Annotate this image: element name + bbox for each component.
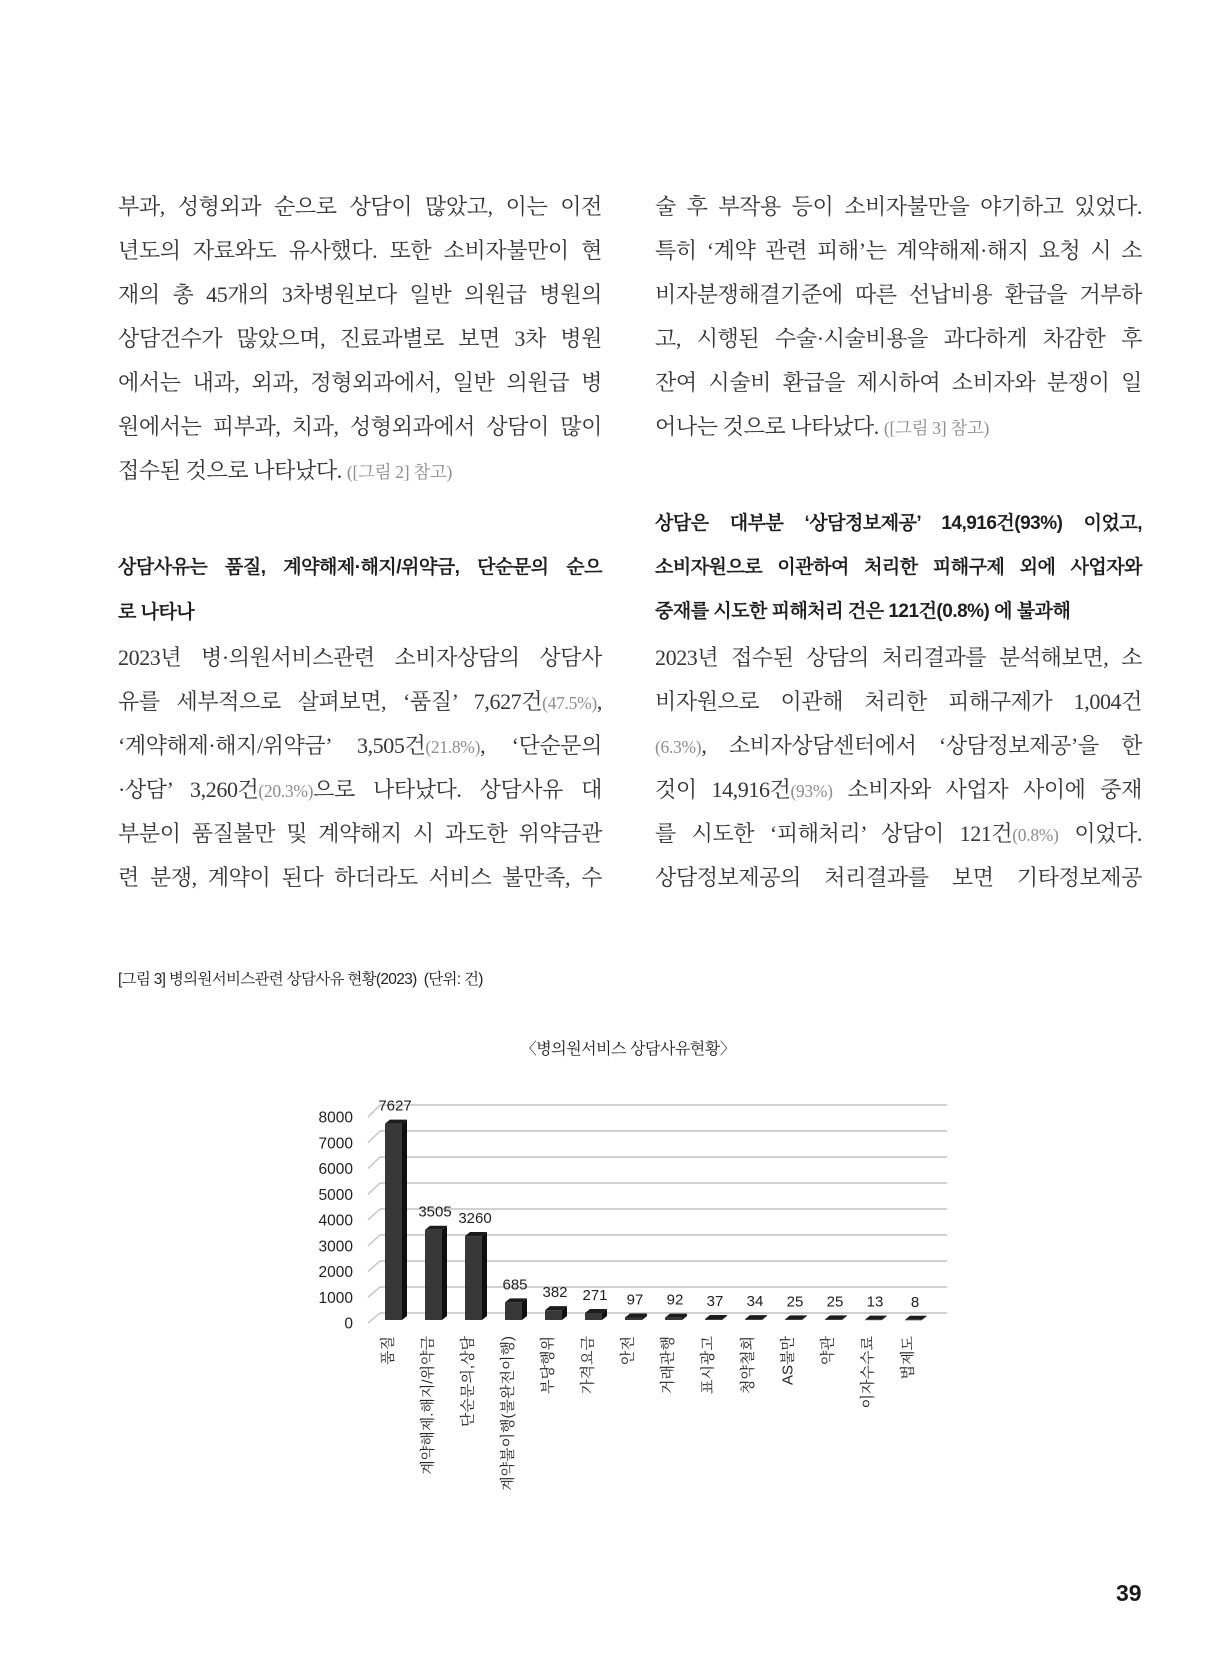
gridline-depth xyxy=(368,1287,380,1297)
text-line xyxy=(655,636,1142,680)
bar-top xyxy=(865,1316,887,1320)
category-label: 이자수수료 xyxy=(859,1336,877,1409)
text-line xyxy=(655,680,1142,724)
text-segment: ‘계약해제·해지/위약금’ 3,505건 xyxy=(118,733,426,758)
text-segment: 련 분쟁, 계약이 된다 하더라도 서비스 불만족, 수 xyxy=(118,865,602,890)
bar-front xyxy=(585,1313,602,1320)
bar-front xyxy=(785,1319,802,1320)
text-segment: 비자원으로 이관해 처리한 피해구제가 1,004건 xyxy=(655,689,1142,714)
text-line xyxy=(118,812,602,856)
bar-value-label: 3260 xyxy=(458,1210,492,1228)
bar xyxy=(545,1306,567,1320)
bar xyxy=(865,1316,887,1321)
category-label: 부당행위 xyxy=(539,1336,557,1394)
category-label: 약관 xyxy=(819,1336,837,1365)
text-line xyxy=(118,449,602,493)
percentage-note: (47.5%) xyxy=(542,693,597,713)
bar-top xyxy=(825,1315,847,1319)
text-segment: , xyxy=(596,689,602,714)
text-segment: 에서는 내과, 외과, 정형외과에서, 일반 의원급 병 xyxy=(118,370,602,395)
category-label: 안전 xyxy=(619,1336,637,1365)
text-segment: , ‘단순문의 xyxy=(480,733,602,758)
bar xyxy=(425,1226,447,1320)
text-line xyxy=(655,405,1142,449)
chart-title: 〈병의원서비스 상담사유현황〉 xyxy=(520,1041,736,1058)
text-line xyxy=(118,229,602,273)
gridline-depth xyxy=(368,1131,380,1143)
text-line xyxy=(655,812,1142,856)
text-line xyxy=(118,856,602,900)
section-heading-consultation-reasons xyxy=(118,545,602,635)
percentage-note: (20.3%) xyxy=(258,781,314,801)
text-line xyxy=(118,273,602,317)
text-segment: 이었다. xyxy=(1058,821,1142,846)
percentage-note: (6.3%) xyxy=(655,737,702,757)
bar-value-label: 97 xyxy=(626,1291,644,1309)
bar-value-label: 13 xyxy=(866,1293,884,1311)
paragraph-hospital-departments xyxy=(118,185,602,493)
text-line xyxy=(118,724,602,768)
bar-value-label: 92 xyxy=(666,1291,684,1309)
text-line xyxy=(655,361,1142,405)
bar-front xyxy=(745,1319,762,1320)
category-label: 청약철회 xyxy=(739,1336,757,1394)
text-segment: 부분이 품질불만 및 계약해지 시 과도한 위약금관 xyxy=(118,821,602,846)
bar xyxy=(625,1314,647,1320)
y-axis-tick-label: 1000 xyxy=(318,1289,353,1307)
gridline-depth xyxy=(368,1157,380,1169)
bar-front xyxy=(425,1230,442,1320)
text-line xyxy=(118,768,602,812)
bar-top xyxy=(905,1316,927,1320)
bar-value-label: 685 xyxy=(502,1276,528,1294)
text-segment: 접수된 것으로 나타났다. xyxy=(118,458,347,483)
bar-side xyxy=(402,1120,407,1320)
bar-front xyxy=(505,1302,522,1320)
bar xyxy=(665,1314,687,1320)
gridline-depth xyxy=(368,1209,380,1220)
text-line xyxy=(655,229,1142,273)
category-label: 품질 xyxy=(379,1336,397,1365)
bar xyxy=(585,1309,607,1320)
text-segment: ·상담’ 3,260건 xyxy=(118,777,259,802)
chart-value-labels xyxy=(378,1098,919,1311)
bar-value-label: 37 xyxy=(706,1293,724,1311)
bar-front xyxy=(465,1236,482,1320)
text-segment: 유를 세부적으로 살펴보면, ‘품질’ 7,627건 xyxy=(118,689,543,714)
bar-value-label: 3505 xyxy=(418,1203,452,1221)
category-label: 계약해제.해지/위약금 xyxy=(419,1336,437,1475)
bar xyxy=(745,1315,767,1320)
text-line xyxy=(655,768,1142,812)
y-axis-tick-label: 3000 xyxy=(318,1238,353,1256)
text-segment: 특히 ‘계약 관련 피해’는 계약해제·해지 요청 시 소 xyxy=(655,238,1142,263)
category-label: 계약불이행(불완전이행) xyxy=(499,1336,517,1491)
text-line xyxy=(655,317,1142,361)
bar xyxy=(505,1298,527,1320)
heading-line: 상담사유는 품질, 계약해제·해지/위약금, 단순문의 순으 xyxy=(118,557,602,578)
bar-front xyxy=(665,1318,682,1320)
figure-reference: ([그림 2] 참고) xyxy=(346,462,453,482)
bar xyxy=(465,1232,487,1320)
figure-caption: [그림 3] 병의원서비스관련 상담사유 현황(2023) (단위: 건) xyxy=(118,971,483,988)
x-axis xyxy=(379,1335,917,1490)
paragraph-processing-results xyxy=(655,636,1142,900)
bar-front xyxy=(625,1318,642,1320)
category-label: 단순문의,상담 xyxy=(459,1336,477,1428)
bar-front xyxy=(905,1320,922,1321)
heading-line: 중재를 시도한 피해처리 건은 121건(0.8%) 에 불과해 xyxy=(655,601,1071,622)
figure-reference: ([그림 3] 참고) xyxy=(883,418,990,438)
bar-front xyxy=(865,1320,882,1321)
y-axis xyxy=(319,1110,354,1333)
bar-value-label: 7627 xyxy=(378,1097,412,1115)
category-label: 표시광고 xyxy=(699,1336,717,1394)
category-label: 법제도 xyxy=(899,1336,917,1380)
text-segment: 것이 14,916건 xyxy=(655,777,791,802)
text-segment: 2023년 병·의원서비스관련 소비자상담의 상담사 xyxy=(118,645,602,670)
text-line xyxy=(118,636,602,680)
bar xyxy=(905,1316,927,1321)
category-label: 가격요금 xyxy=(579,1336,597,1394)
text-line xyxy=(655,724,1142,768)
y-axis-tick-label: 8000 xyxy=(318,1109,353,1127)
text-line xyxy=(118,317,602,361)
y-axis-tick-label: 6000 xyxy=(318,1161,353,1178)
heading-line: 소비자원으로 이관하여 처리한 피해구제 외에 사업자와 xyxy=(655,557,1142,578)
text-segment: 술 후 부작용 등이 소비자불만을 야기하고 있었다. xyxy=(655,194,1142,219)
percentage-note: (93%) xyxy=(790,781,833,801)
page-number: 39 xyxy=(1116,1580,1142,1606)
heading-line: 로 나타나 xyxy=(118,602,195,623)
paragraph-consultation-reasons xyxy=(118,636,602,900)
bar-front xyxy=(825,1319,842,1320)
text-segment: 2023년 접수된 상담의 처리결과를 분석해보면, 소 xyxy=(655,645,1142,670)
paragraph-contract-damage xyxy=(655,185,1142,449)
bar-front xyxy=(385,1124,402,1320)
text-line xyxy=(118,185,602,229)
bar xyxy=(785,1315,807,1320)
text-line xyxy=(118,361,602,405)
gridline-depth xyxy=(368,1313,380,1323)
bar-chart xyxy=(0,1080,1227,1550)
text-line xyxy=(118,680,602,724)
bar-value-label: 382 xyxy=(542,1284,568,1302)
text-segment: 상담건수가 많았으며, 진료과별로 보면 3차 병원 xyxy=(118,326,602,351)
bar-value-label: 271 xyxy=(582,1287,608,1305)
bar-value-label: 34 xyxy=(746,1293,764,1311)
text-segment: 상담정보제공의 처리결과를 보면 기타정보제공 xyxy=(655,865,1142,890)
text-segment: 어나는 것으로 나타났다. xyxy=(655,414,884,439)
bar-top xyxy=(785,1315,807,1319)
bar xyxy=(385,1120,407,1320)
bar-value-label: 8 xyxy=(910,1293,920,1311)
bar xyxy=(825,1315,847,1320)
text-segment: 으로 나타났다. 상담사유 대 xyxy=(313,777,602,802)
text-line xyxy=(655,856,1142,900)
text-segment: 재의 총 45개의 3차병원보다 일반 의원급 병원의 xyxy=(118,282,602,307)
bar-value-label: 25 xyxy=(786,1293,804,1311)
text-segment: , 소비자상담센터에서 ‘상담정보제공’을 한 xyxy=(701,733,1142,758)
text-segment: 원에서는 피부과, 치과, 성형외과에서 상담이 많이 xyxy=(118,414,602,439)
bar-front xyxy=(705,1319,722,1320)
y-axis-tick-label: 4000 xyxy=(318,1212,353,1230)
text-line xyxy=(655,185,1142,229)
bar xyxy=(705,1315,727,1320)
category-label: 거래관행 xyxy=(659,1336,677,1394)
bar-side xyxy=(442,1226,447,1320)
text-segment: 잔여 시술비 환급을 제시하여 소비자와 분쟁이 일 xyxy=(655,370,1142,395)
text-segment: 비자분쟁해결기준에 따른 선납비용 환급을 거부하 xyxy=(655,282,1142,307)
text-line xyxy=(118,405,602,449)
bar-value-label: 25 xyxy=(826,1293,844,1311)
text-segment: 소비자와 사업자 사이에 중재 xyxy=(832,777,1142,802)
percentage-note: (0.8%) xyxy=(1012,825,1059,845)
y-axis-tick-label: 2000 xyxy=(318,1264,353,1281)
bar-side xyxy=(482,1232,487,1320)
y-axis-tick-label: 7000 xyxy=(318,1135,353,1153)
category-label: AS불만 xyxy=(779,1336,797,1385)
text-segment: 를 시도한 ‘피해처리’ 상담이 121건 xyxy=(655,821,1013,846)
heading-line: 상담은 대부분 ‘상담정보제공’ 14,916건(93%) 이었고, xyxy=(655,513,1142,534)
y-axis-tick-label: 0 xyxy=(344,1315,353,1333)
text-line xyxy=(655,273,1142,317)
gridline-depth xyxy=(368,1261,380,1272)
gridline-depth xyxy=(368,1235,380,1246)
gridline-depth xyxy=(368,1183,380,1194)
section-heading-processing-results xyxy=(655,502,1142,634)
bar-front xyxy=(545,1310,562,1320)
text-segment: 부과, 성형외과 순으로 상담이 많았고, 이는 이전 xyxy=(118,194,602,219)
chart-gridlines xyxy=(368,1105,947,1323)
text-segment: 고, 시행된 수술·시술비용을 과다하게 차감한 후 xyxy=(655,326,1142,351)
text-segment: 년도의 자료와도 유사했다. 또한 소비자불만이 현 xyxy=(118,238,602,263)
percentage-note: (21.8%) xyxy=(425,737,481,757)
y-axis-tick-label: 5000 xyxy=(318,1186,353,1204)
